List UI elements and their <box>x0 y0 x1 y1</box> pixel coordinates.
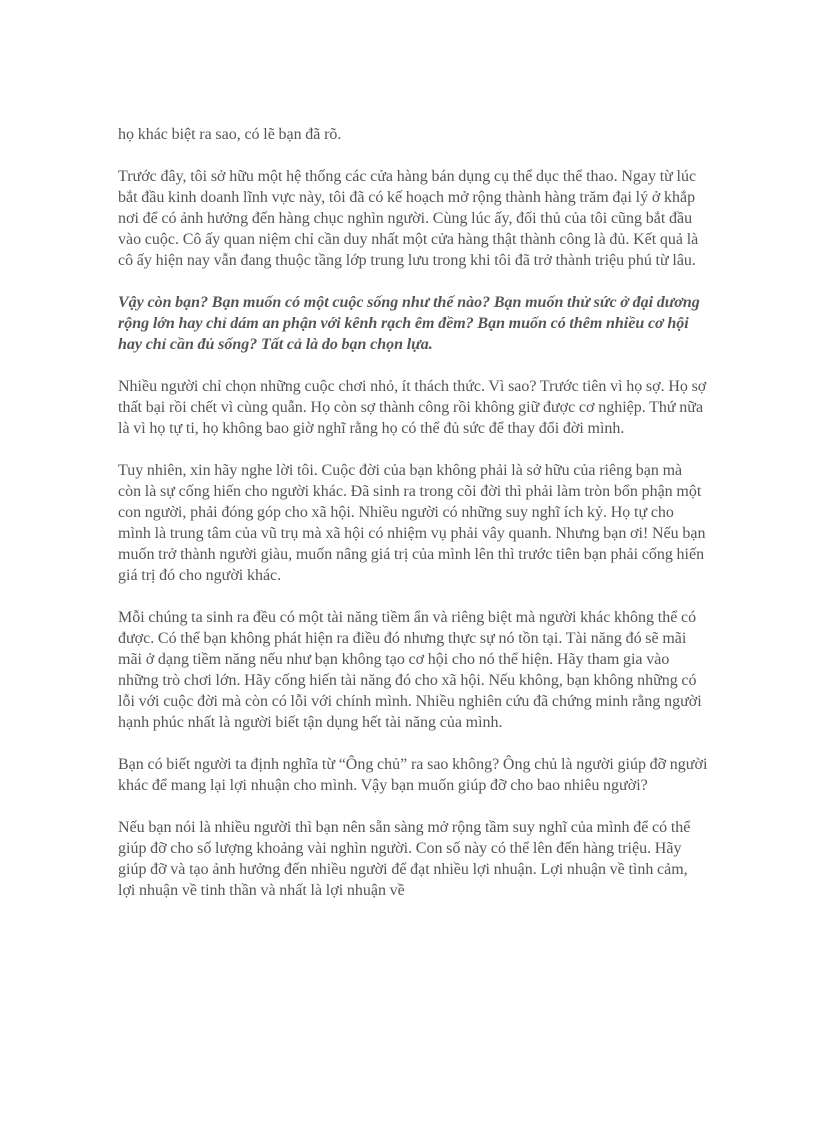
paragraph-5: Tuy nhiên, xin hãy nghe lời tôi. Cuộc đời của bạn không phải là sở hữu của riêng bạn mà còn là sự cống hiến cho người khác. Đã sinh ra trong cõi đời thì phải làm tròn bổn phận một con người, phải đóng góp cho xã hội. Nhiều người có những suy nghĩ ích kỷ. Họ tự cho mình là trung tâm của vũ trụ mà xã hội có nhiệm vụ phải vây quanh. Nhưng bạn ơi! Nếu bạn muốn trở thành người giàu, muốn nâng giá trị của mình lên thì trước tiên bạn phải cống hiến giá trị đó cho người khác. <box>118 462 706 584</box>
document-page <box>118 124 708 922</box>
paragraph-1: họ khác biệt ra sao, có lẽ bạn đã rõ. <box>118 126 342 143</box>
paragraph-7: Bạn có biết người ta định nghĩa từ “Ông chủ” ra sao không? Ông chủ là người giúp đỡ người khác để mang lại lợi nhuận cho mình. Vậy bạn muốn giúp đỡ cho bao nhiêu người? <box>118 756 708 794</box>
paragraph-4: Nhiều người chỉ chọn những cuộc chơi nhỏ, ít thách thức. Vì sao? Trước tiên vì họ sợ. Họ sợ thất bại rồi chết vì cùng quẫn. Họ còn sợ thành công rồi không giữ được cơ nghiệp. Thứ nữa là vì họ tự ti, họ không bao giờ nghĩ rằng họ có thể đủ sức để thay đổi đời mình. <box>118 378 707 437</box>
paragraph-3-emphasis: Vậy còn bạn? Bạn muốn có một cuộc sống như thế nào? Bạn muốn thử sức ở đại dương rộng lớn hay chỉ dám an phận với kênh rạch êm đềm? Bạn muốn có thêm nhiều cơ hội hay chỉ cần đủ sống? Tất cả là do bạn chọn lựa. <box>118 294 700 353</box>
paragraph-8: Nếu bạn nói là nhiều người thì bạn nên sẵn sàng mở rộng tầm suy nghĩ của mình để có thể giúp đỡ cho số lượng khoảng vài nghìn người. Con số này có thể lên đến hàng triệu. Hãy giúp đỡ và tạo ảnh hưởng đến nhiều người để đạt nhiều lợi nhuận. Lợi nhuận về tình cảm, lợi nhuận về tinh thần và nhất là lợi nhuận về <box>118 819 691 899</box>
paragraph-2: Trước đây, tôi sở hữu một hệ thống các cửa hàng bán dụng cụ thể dục thể thao. Ngay từ lúc bắt đầu kinh doanh lĩnh vực này, tôi đã có kế hoạch mở rộng thành hàng trăm đại lý ở khắp nơi để có ảnh hưởng đến hàng chục nghìn người. Cùng lúc ấy, đối thủ của tôi cũng bắt đầu vào cuộc. Cô ấy quan niệm chỉ cần duy nhất một cửa hàng thật thành công là đủ. Kết quả là cô ấy hiện nay vẫn đang thuộc tầng lớp trung lưu trong khi tôi đã trở thành triệu phú từ lâu. <box>118 168 699 269</box>
paragraph-6: Mỗi chúng ta sinh ra đều có một tài năng tiềm ẩn và riêng biệt mà người khác không thể có được. Có thể bạn không phát hiện ra điều đó nhưng thực sự nó tồn tại. Tài năng đó sẽ mãi mãi ở dạng tiềm năng nếu như bạn không tạo cơ hội cho nó thể hiện. Hãy tham gia vào những trò chơi lớn. Hãy cống hiến tài năng đó cho xã hội. Nếu không, bạn không những có lỗi với cuộc đời mà còn có lỗi với chính mình. Nhiều nghiên cứu đã chứng minh rằng người hạnh phúc nhất là người biết tận dụng hết tài năng của mình. <box>118 609 702 731</box>
